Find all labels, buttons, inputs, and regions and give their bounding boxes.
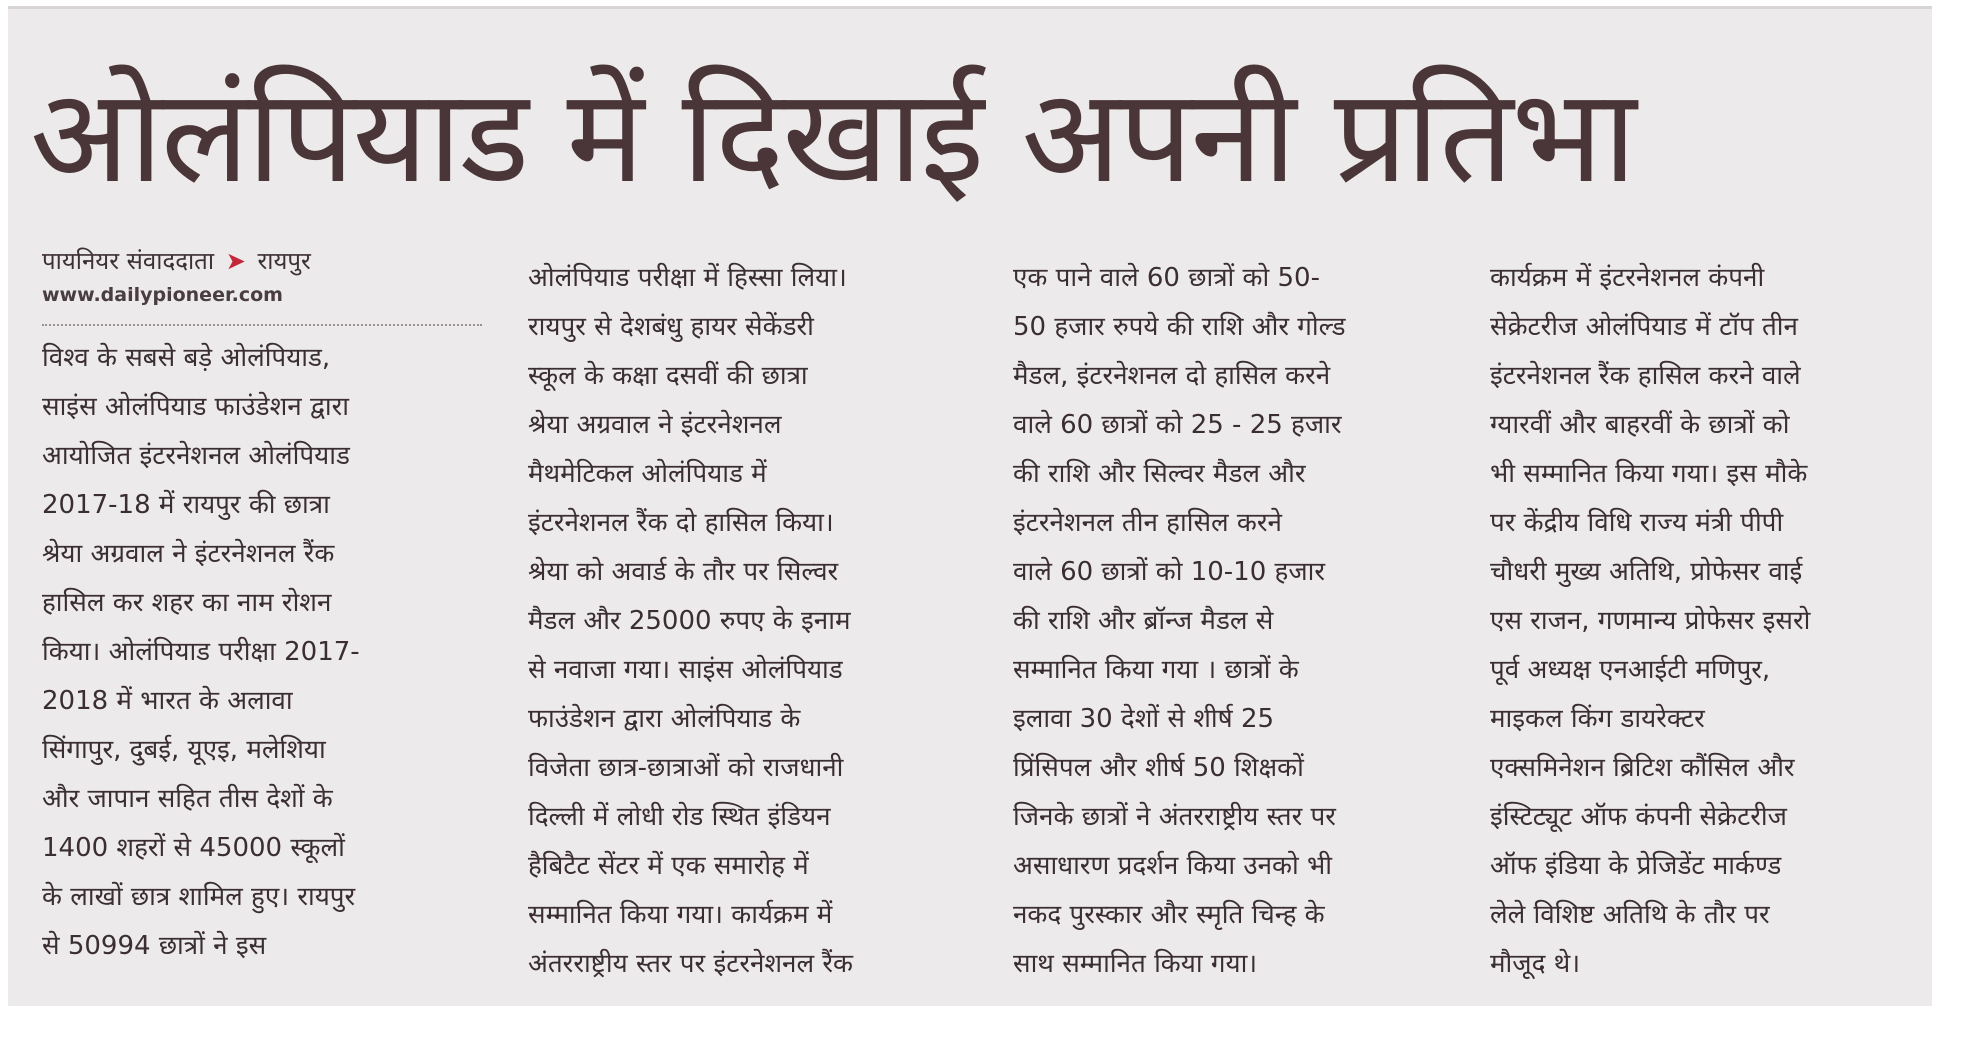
byline-author: पायनियर संवाददाता bbox=[42, 247, 215, 275]
article-column-2 bbox=[528, 254, 968, 989]
text-line: से नवाजा गया। साइंस ओलंपियाड bbox=[528, 655, 843, 685]
text-line: ऑफ इंडिया के प्रेजिडेंट मार्कण्ड bbox=[1490, 851, 1782, 881]
top-rule bbox=[8, 6, 1932, 9]
article-column-4 bbox=[1490, 254, 1930, 989]
text-line: नकद पुरस्कार और स्मृति चिन्ह के bbox=[1013, 900, 1325, 930]
text-line: इंटरनेशनल रैंक दो हासिल किया। bbox=[528, 508, 834, 538]
text-line: ग्यारवीं और बाहरवीं के छात्रों को bbox=[1490, 410, 1790, 440]
newspaper-clipping bbox=[8, 6, 1932, 1006]
text-line: विजेता छात्र-छात्राओं को राजधानी bbox=[528, 753, 844, 783]
text-line: इंस्टिट्यूट ऑफ कंपनी सेक्रेटरीज bbox=[1490, 802, 1787, 832]
arrow-icon: ➤ bbox=[225, 247, 246, 275]
text-line: जिनके छात्रों ने अंतरराष्ट्रीय स्तर पर bbox=[1013, 802, 1336, 832]
text-line: के लाखों छात्र शामिल हुए। रायपुर bbox=[42, 882, 356, 912]
text-line: मैथमेटिकल ओलंपियाड में bbox=[528, 459, 767, 489]
text-line: वाले 60 छात्रों को 25 - 25 हजार bbox=[1013, 410, 1342, 440]
text-line: हासिल कर शहर का नाम रोशन bbox=[42, 588, 332, 618]
text-line: 50 हजार रुपये की राशि और गोल्ड bbox=[1013, 312, 1346, 342]
text-line: प्रिंसिपल और शीर्ष 50 शिक्षकों bbox=[1013, 753, 1304, 783]
dotted-divider bbox=[42, 324, 482, 326]
text-line: सम्मानित किया गया । छात्रों के bbox=[1013, 655, 1299, 685]
article-column-3 bbox=[1013, 254, 1453, 989]
text-line: माइकल किंग डायरेक्टर bbox=[1490, 704, 1705, 734]
text-line: पूर्व अध्यक्ष एनआईटी मणिपुर, bbox=[1490, 655, 1771, 685]
text-line: अंतरराष्ट्रीय स्तर पर इंटरनेशनल रैंक bbox=[528, 949, 853, 979]
text-line: सेक्रेटरीज ओलंपियाड में टॉप तीन bbox=[1490, 312, 1798, 342]
text-line: से 50994 छात्रों ने इस bbox=[42, 931, 267, 961]
text-line: मौजूद थे। bbox=[1490, 949, 1581, 979]
text-line: इलावा 30 देशों से शीर्ष 25 bbox=[1013, 704, 1275, 734]
text-line: श्रेया अग्रवाल ने इंटरनेशनल रैंक bbox=[42, 539, 335, 569]
text-line: की राशि और ब्रॉन्ज मैडल से bbox=[1013, 606, 1274, 636]
text-line: रायपुर से देशबंधु हायर सेकेंडरी bbox=[528, 312, 814, 342]
text-line: असाधारण प्रदर्शन किया उनको भी bbox=[1013, 851, 1333, 881]
text-line: फाउंडेशन द्वारा ओलंपियाड के bbox=[528, 704, 801, 734]
text-line: और जापान सहित तीस देशों के bbox=[42, 784, 333, 814]
byline bbox=[42, 244, 502, 277]
website-url: www.dailypioneer.com bbox=[42, 284, 283, 306]
text-line: हैबिटैट सेंटर में एक समारोह में bbox=[528, 851, 809, 881]
article-column-1 bbox=[42, 334, 482, 971]
text-line: 2018 में भारत के अलावा bbox=[42, 686, 293, 716]
byline-city: रायपुर bbox=[257, 247, 311, 275]
text-line: लेले विशिष्ट अतिथि के तौर पर bbox=[1490, 900, 1770, 930]
text-line: की राशि और सिल्वर मैडल और bbox=[1013, 459, 1306, 489]
text-line: विश्व के सबसे बड़े ओलंपियाड, bbox=[42, 343, 331, 373]
text-line: इंटरनेशनल रैंक हासिल करने वाले bbox=[1490, 361, 1801, 391]
text-line: साथ सम्मानित किया गया। bbox=[1013, 949, 1258, 979]
text-line: सम्मानित किया गया। कार्यक्रम में bbox=[528, 900, 833, 930]
text-line: 2017-18 में रायपुर की छात्रा bbox=[42, 490, 330, 520]
text-line: स्कूल के कक्षा दसवीं की छात्रा bbox=[528, 361, 808, 391]
text-line: वाले 60 छात्रों को 10-10 हजार bbox=[1013, 557, 1325, 587]
text-line: एस राजन, गणमान्य प्रोफेसर इसरो bbox=[1490, 606, 1811, 636]
text-line: किया। ओलंपियाड परीक्षा 2017- bbox=[42, 637, 360, 667]
text-line: दिल्ली में लोधी रोड स्थित इंडियन bbox=[528, 802, 831, 832]
text-line: 1400 शहरों से 45000 स्कूलों bbox=[42, 833, 345, 863]
text-line: एक्समिनेशन ब्रिटिश कौंसिल और bbox=[1490, 753, 1795, 783]
headline: ओलंपियाड में दिखाई अपनी प्रतिभा bbox=[30, 60, 1635, 212]
text-line: पर केंद्रीय विधि राज्य मंत्री पीपी bbox=[1490, 508, 1784, 538]
text-line: श्रेया अग्रवाल ने इंटरनेशनल bbox=[528, 410, 782, 440]
text-line: ओलंपियाड परीक्षा में हिस्सा लिया। bbox=[528, 263, 847, 293]
text-line: कार्यक्रम में इंटरनेशनल कंपनी bbox=[1490, 263, 1765, 293]
text-line: एक पाने वाले 60 छात्रों को 50- bbox=[1013, 263, 1320, 293]
text-line: चौधरी मुख्य अतिथि, प्रोफेसर वाई bbox=[1490, 557, 1803, 587]
text-line: मैडल और 25000 रुपए के इनाम bbox=[528, 606, 851, 636]
text-line: मैडल, इंटरनेशनल दो हासिल करने bbox=[1013, 361, 1331, 391]
text-line: श्रेया को अवार्ड के तौर पर सिल्वर bbox=[528, 557, 839, 587]
text-line: भी सम्मानित किया गया। इस मौके bbox=[1490, 459, 1808, 489]
text-line: सिंगापुर, दुबई, यूएइ, मलेशिया bbox=[42, 735, 326, 765]
text-line: आयोजित इंटरनेशनल ओलंपियाड bbox=[42, 441, 350, 471]
text-line: साइंस ओलंपियाड फाउंडेशन द्वारा bbox=[42, 392, 349, 422]
text-line: इंटरनेशनल तीन हासिल करने bbox=[1013, 508, 1282, 538]
